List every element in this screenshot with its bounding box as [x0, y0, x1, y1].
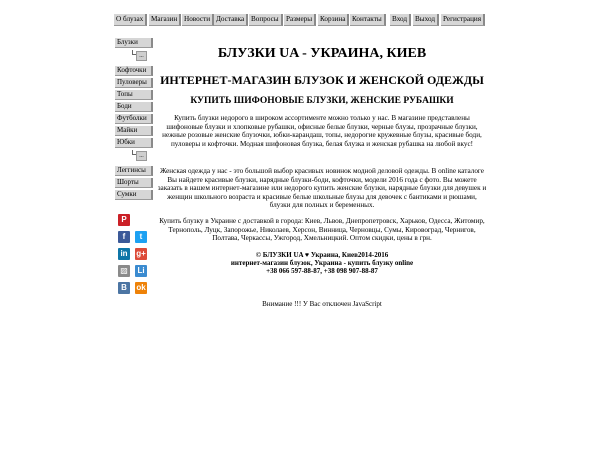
- sidebar-item-bags[interactable]: Сумки: [115, 190, 153, 200]
- section-heading: КУПИТЬ ШИФОНОВЫЕ БЛУЗКИ, ЖЕНСКИЕ РУБАШКИ: [190, 96, 454, 106]
- footer-phones: +38 066 597-88-87, +38 098 907-88-87: [266, 266, 378, 275]
- odnoklassniki-icon[interactable]: ok: [136, 283, 146, 292]
- register-link[interactable]: Регистрация: [441, 14, 485, 26]
- page-subtitle: ИНТЕРНЕТ-МАГАЗИН БЛУЗОК И ЖЕНСКОЙ ОДЕЖДЫ: [160, 73, 484, 87]
- intro-paragraph: Купить блузки недорого в широком ассортименте можно только у нас. В магазине представлены шифоновые блузки и хлопковые рубашки, офисные белые блузки, черные блузы, прозрачные блузки, нежные розовые женские блузочки, юбки-карандаш, топы, недорогие кружевные блузы, красивые боди, пуловеры и кофточки. Модная шифоновая блузка, белая блузка и женская рубашка на любой вкус!: [162, 114, 482, 148]
- sidebar-item-leggings[interactable]: Леггинсы: [115, 166, 153, 176]
- sidebar-item-tanks[interactable]: Майки: [115, 126, 153, 136]
- nav-sizes[interactable]: Размеры: [284, 14, 316, 26]
- sidebar-item-sweaters[interactable]: Кофточки: [115, 66, 153, 76]
- delicious-icon[interactable]: ▨: [118, 265, 130, 277]
- nav-questions[interactable]: Вопросы: [249, 14, 283, 26]
- liveinternet-icon[interactable]: Li: [135, 265, 147, 277]
- sidebar-item-tshirts[interactable]: Футболки: [115, 114, 153, 124]
- nav-shop[interactable]: Магазин: [149, 14, 181, 26]
- google-plus-icon[interactable]: g+: [136, 249, 146, 258]
- delivery-paragraph: Купить блузку в Украине с доставкой в города: Киев, Львов, Днепропетровск, Харьков, Одесса, Житомир, Тернополь, Луцк, Запорожье, Николаев, Херсон, Винница, Черновцы, Сумы, Кировоград, Чернигов, Полтава, Черкассы, Ужгород, Хмельницкий. Оптом скидки, цены в грн.: [159, 217, 485, 243]
- js-warning: Внимание !!! У Вас отключен JavaScript: [262, 300, 382, 308]
- page-title: БЛУЗКИ UA - УКРАИНА, КИЕВ: [217, 46, 427, 61]
- footer-tagline: интернет-магазин блузок, Украина - купить блузку online: [230, 258, 414, 267]
- logout-link[interactable]: Выход: [413, 14, 439, 26]
- sidebar-item-bodysuits[interactable]: Боди: [115, 102, 153, 112]
- nav-news[interactable]: Новости: [182, 14, 214, 26]
- nav-about[interactable]: О блузах: [114, 14, 147, 26]
- sidebar-item-tops[interactable]: Топы: [115, 90, 153, 100]
- linkedin-icon[interactable]: in: [118, 248, 130, 260]
- twitter-icon[interactable]: t: [135, 231, 147, 243]
- sidebar-item-blouses[interactable]: Блузки: [115, 38, 153, 48]
- facebook-icon[interactable]: f: [118, 231, 130, 243]
- catalog-paragraph: Женская одежда у нас - это большой выбор красивых новинок модной деловой одежды. В online каталоге Вы найдете красивые блузки, нарядные блузки-боди, кофточки, модели 2016 года с фото. Вы можете заказать в нашем интернет-магазине или недорого купить женские блузки, нарядные блузки для девушек и женщин школьного возраста и красивые белые школьные блузы для девочек с бантиками и рюшами, блузки для полных и беременных.: [157, 167, 487, 210]
- sidebar-item-pullovers[interactable]: Пуловеры: [115, 78, 153, 88]
- copyright: © БЛУЗКИ UA ♥ Украина, Киев2014-2016: [255, 251, 389, 259]
- sidebar-submenu-toggle[interactable]: ...: [136, 51, 147, 61]
- footer: [157, 252, 487, 275]
- login-link[interactable]: Вход: [390, 14, 411, 26]
- vkontakte-icon[interactable]: B: [118, 282, 130, 294]
- pinterest-icon[interactable]: P: [118, 214, 130, 226]
- sidebar-item-skirts[interactable]: Юбки: [115, 138, 153, 148]
- sidebar-submenu-toggle[interactable]: ...: [136, 151, 147, 161]
- sidebar-item-shorts[interactable]: Шорты: [115, 178, 153, 188]
- nav-delivery[interactable]: Доставка: [214, 14, 248, 26]
- nav-cart[interactable]: Корзина: [318, 14, 349, 26]
- nav-contacts[interactable]: Контакты: [350, 14, 386, 26]
